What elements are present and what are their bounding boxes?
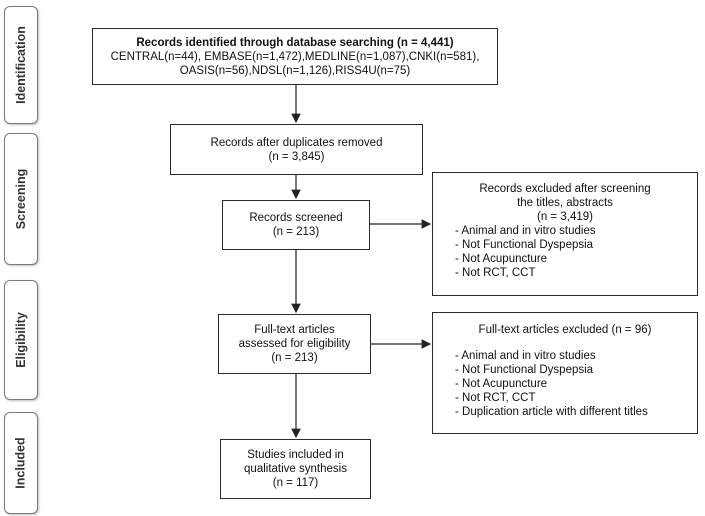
- fulltext-excluded-reason: - Not RCT, CCT: [455, 392, 536, 404]
- records-deduplicated-label: Records after duplicates removed: [210, 136, 383, 149]
- records-screened-box: [222, 200, 370, 250]
- fulltext-excluded-reason: - Not Functional Dyspepsia: [455, 364, 594, 376]
- fulltext-excluded-title: Full-text articles excluded (n = 96): [478, 324, 652, 336]
- fulltext-excluded-box: [432, 312, 698, 434]
- phase-eligibility-label: Eligibility: [14, 312, 28, 368]
- phase-included-label: Included: [14, 437, 28, 489]
- records-excluded-reason: - Animal and in vitro studies: [455, 225, 596, 237]
- studies-included-count: (n = 117): [272, 477, 319, 489]
- records-identified-box: [92, 28, 498, 85]
- records-excluded-count: (n = 3,419): [537, 211, 593, 223]
- records-deduplicated-box: [170, 124, 423, 175]
- fulltext-assessed-label-2: assessed for eligibility: [238, 338, 351, 350]
- records-excluded-reason: - Not RCT, CCT: [455, 267, 536, 279]
- studies-included-label-2: qualitative synthesis: [244, 463, 347, 475]
- fulltext-excluded-reason: - Animal and in vitro studies: [455, 350, 596, 362]
- records-excluded-title-2: the titles, abstracts: [517, 197, 613, 209]
- fulltext-excluded-reason: - Not Acupuncture: [455, 378, 548, 390]
- fulltext-assessed-count: (n = 213): [271, 352, 318, 364]
- records-screened-label: Records screened: [249, 212, 343, 224]
- records-identified-sources-1: CENTRAL(n=44), EMBASE(n=1,472),MEDLINE(n=1,087),CNKI(n=581),: [110, 50, 480, 63]
- records-deduplicated-count: (n = 3,845): [268, 150, 325, 163]
- fulltext-assessed-label-1: Full-text articles: [254, 324, 335, 336]
- studies-included-label-1: Studies included in: [247, 449, 344, 461]
- records-identified-title: Records identified through database searching (n = 4,441): [136, 36, 454, 49]
- studies-included-box: [220, 439, 371, 499]
- records-excluded-reason: - Not Acupuncture: [455, 253, 548, 265]
- phase-identification-label: Identification: [14, 26, 28, 104]
- records-excluded-reason: - Not Functional Dyspepsia: [455, 239, 594, 251]
- records-screened-count: (n = 213): [272, 226, 320, 238]
- records-excluded-box: [432, 172, 698, 296]
- phase-screening-label: Screening: [14, 168, 28, 230]
- fulltext-assessed-box: [218, 314, 371, 374]
- records-identified-sources-2: OASIS(n=56),NDSL(n=1,126),RISS4U(n=75): [179, 64, 411, 77]
- records-excluded-title-1: Records excluded after screening: [479, 183, 651, 195]
- fulltext-excluded-reason: - Duplication article with different titles: [455, 406, 648, 418]
